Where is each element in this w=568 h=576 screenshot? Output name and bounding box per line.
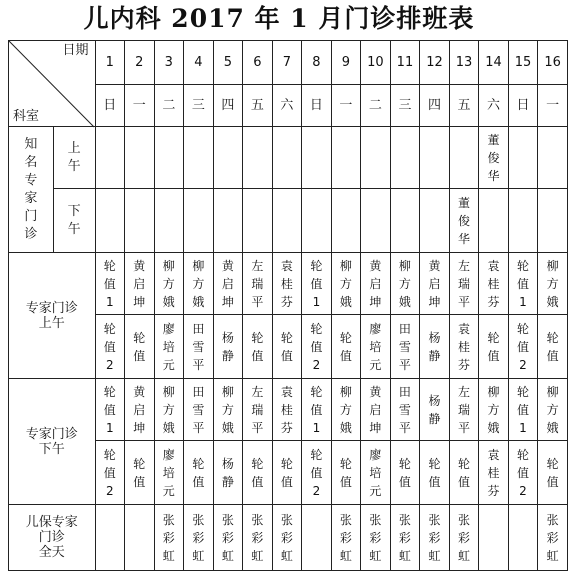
specialist-pm-label-line1: 专家门诊 <box>25 426 78 442</box>
specialist-pm-doctor: 柳方娥 <box>487 384 500 435</box>
specialist-am-doctor-cell <box>272 253 302 315</box>
expert-pm-doctor-cell <box>361 189 391 253</box>
specialist-am-doctor: 袁桂芬 <box>457 321 470 372</box>
specialist-am-doctor: 柳方娥 <box>546 258 559 309</box>
expert-pm-doctor-cell <box>154 189 184 253</box>
child-care-doctor-cell <box>154 505 184 571</box>
specialist-pm-doctor: 袁桂芬 <box>487 447 500 498</box>
specialist-am-doctor-cell <box>508 253 538 315</box>
date-number: 7 <box>282 55 292 70</box>
child-care-doctor-cell <box>272 505 302 571</box>
expert-pm-doctor: 董俊华 <box>457 195 470 246</box>
date-number: 12 <box>426 55 443 70</box>
date-number: 3 <box>164 55 173 70</box>
weekday: 四 <box>221 98 235 113</box>
specialist-pm-doctor-cell <box>508 441 538 505</box>
specialist-pm-doctor-cell <box>125 379 155 441</box>
expert-am-doctor-cell <box>449 127 479 189</box>
child-care-doctor-cell <box>479 505 509 571</box>
expert-am-doctor-cell <box>508 127 538 189</box>
date-number-cell <box>508 41 538 85</box>
specialist-pm-doctor: 左瑞平 <box>251 384 264 435</box>
specialist-pm-doctor: 杨静 <box>428 393 441 426</box>
expert-am-doctor-cell <box>479 127 509 189</box>
date-number-cell <box>449 41 479 85</box>
specialist-pm-doctor-cell <box>390 379 420 441</box>
specialist-am-doctor: 轮值 <box>251 330 264 363</box>
specialist-pm-doctor: 黄启坤 <box>133 384 146 435</box>
specialist-am-doctor: 左瑞平 <box>251 258 264 309</box>
specialist-am-doctor-cell <box>125 253 155 315</box>
date-number: 5 <box>223 55 232 70</box>
specialist-pm-doctor: 轮值 <box>339 456 352 489</box>
expert-label-cell <box>9 127 54 253</box>
expert-pm-row <box>9 189 568 253</box>
expert-pm-doctor-cell <box>420 189 450 253</box>
specialist-pm-doctor-cell <box>538 379 568 441</box>
child-care-doctor: 张彩虹 <box>428 512 441 563</box>
expert-am-label-cell <box>53 127 95 189</box>
expert-am-label: 上午 <box>67 140 81 174</box>
weekday: 四 <box>427 98 441 113</box>
specialist-pm-doctor: 田雪平 <box>398 384 411 435</box>
date-number: 4 <box>194 55 203 70</box>
specialist-am-doctor-cell <box>331 253 361 315</box>
specialist-am-doctor: 轮值 <box>133 330 146 363</box>
expert-am-doctor: 董俊华 <box>487 132 500 183</box>
specialist-am-doctor-cell <box>361 315 391 379</box>
expert-am-doctor-cell <box>331 127 361 189</box>
specialist-pm-doctor-cell <box>449 379 479 441</box>
specialist-am-doctor-cell <box>95 315 125 379</box>
specialist-pm-doctor: 轮值1 <box>310 384 323 435</box>
weekday: 日 <box>103 98 117 113</box>
specialist-am-doctor: 轮值1 <box>103 258 116 309</box>
specialist-am-doctor: 黄启坤 <box>133 258 146 309</box>
specialist-pm-doctor-cell <box>243 441 273 505</box>
child-care-doctor-cell <box>331 505 361 571</box>
weekday: 三 <box>191 98 205 113</box>
specialist-pm-doctor: 轮值2 <box>310 447 323 498</box>
child-care-doctor-cell <box>302 505 332 571</box>
specialist-pm-doctor-cell <box>272 441 302 505</box>
specialist-pm-doctor: 廖培元 <box>369 447 382 498</box>
specialist-am-doctor-cell <box>390 253 420 315</box>
specialist-am-doctor: 柳方娥 <box>162 258 175 309</box>
specialist-pm-doctor-cell <box>125 441 155 505</box>
weekday: 一 <box>546 98 560 113</box>
child-care-doctor: 张彩虹 <box>192 512 205 563</box>
specialist-pm-doctor: 轮值 <box>457 456 470 489</box>
child-care-doctor-cell <box>213 505 243 571</box>
specialist-am-doctor: 轮值 <box>280 330 293 363</box>
specialist-pm-doctor: 轮值1 <box>103 384 116 435</box>
specialist-am-doctor: 轮值1 <box>310 258 323 309</box>
specialist-am-doctor-cell <box>184 315 214 379</box>
date-number: 10 <box>367 55 384 70</box>
weekday-cell <box>331 85 361 127</box>
specialist-pm-doctor-cell <box>213 441 243 505</box>
specialist-pm-doctor-cell <box>508 379 538 441</box>
specialist-am-doctor-cell <box>538 253 568 315</box>
specialist-am-doctor: 廖培元 <box>162 321 175 372</box>
specialist-am-doctor-cell <box>390 315 420 379</box>
weekday-cell <box>243 85 273 127</box>
date-row <box>9 41 568 85</box>
weekday: 三 <box>398 98 412 113</box>
child-care-label-line3: 全天 <box>38 545 65 560</box>
specialist-am-doctor: 黄启坤 <box>221 258 234 309</box>
specialist-am-doctor-cell <box>302 315 332 379</box>
date-number: 11 <box>396 55 414 70</box>
specialist-am-doctor-cell <box>184 253 214 315</box>
specialist-pm-doctor: 轮值 <box>192 456 205 489</box>
specialist-am-doctor: 杨静 <box>428 330 441 363</box>
expert-pm-doctor-cell <box>302 189 332 253</box>
expert-am-doctor-cell <box>272 127 302 189</box>
child-care-doctor: 张彩虹 <box>339 512 352 563</box>
specialist-am-doctor: 廖培元 <box>369 321 382 372</box>
specialist-pm-doctor: 黄启坤 <box>369 384 382 435</box>
specialist-pm-doctor: 袁桂芬 <box>280 384 293 435</box>
date-number: 9 <box>341 55 351 70</box>
specialist-am-doctor-cell <box>420 315 450 379</box>
specialist-pm-doctor-cell <box>390 441 420 505</box>
specialist-am-doctor: 田雪平 <box>398 321 411 372</box>
specialist-pm-doctor-cell <box>184 441 214 505</box>
weekday-cell <box>125 85 155 127</box>
specialist-am-doctor: 轮值 <box>339 330 352 363</box>
specialist-pm-doctor-cell <box>538 441 568 505</box>
specialist-am-doctor: 柳方娥 <box>192 258 205 309</box>
specialist-pm-doctor: 轮值 <box>280 456 293 489</box>
specialist-am-doctor: 杨静 <box>221 330 234 363</box>
specialist-pm-doctor-cell <box>479 441 509 505</box>
date-number-cell <box>243 41 273 85</box>
specialist-pm-label-cell <box>9 379 96 505</box>
specialist-am-doctor-cell <box>213 253 243 315</box>
specialist-am-doctor-cell <box>420 253 450 315</box>
specialist-pm-doctor-cell <box>272 379 302 441</box>
child-care-doctor-cell <box>125 505 155 571</box>
expert-pm-doctor-cell <box>449 189 479 253</box>
expert-pm-doctor-cell <box>125 189 155 253</box>
expert-pm-doctor-cell <box>272 189 302 253</box>
specialist-am-doctor-cell <box>449 315 479 379</box>
expert-am-doctor-cell <box>302 127 332 189</box>
specialist-pm-doctor: 柳方娥 <box>339 384 352 435</box>
weekday: 日 <box>309 98 323 113</box>
date-number-cell <box>154 41 184 85</box>
date-number-cell <box>184 41 214 85</box>
specialist-pm-doctor: 廖培元 <box>162 447 175 498</box>
specialist-am-doctor-cell <box>213 315 243 379</box>
specialist-pm-doctor: 左瑞平 <box>457 384 470 435</box>
specialist-pm-doctor: 柳方娥 <box>546 384 559 435</box>
specialist-am-doctor-cell <box>125 315 155 379</box>
specialist-pm-doctor: 柳方娥 <box>221 384 234 435</box>
specialist-am-label-line2: 上午 <box>38 315 65 331</box>
specialist-am-doctor: 轮值 <box>487 330 500 363</box>
specialist-am-doctor-cell <box>361 253 391 315</box>
child-care-doctor-cell <box>361 505 391 571</box>
specialist-am-doctor: 轮值1 <box>516 258 529 309</box>
specialist-am-doctor: 轮值 <box>546 330 559 363</box>
specialist-am-doctor: 柳方娥 <box>339 258 352 309</box>
date-number-cell <box>538 41 568 85</box>
date-number: 2 <box>135 55 144 70</box>
expert-pm-doctor-cell <box>243 189 273 253</box>
child-care-doctor: 张彩虹 <box>221 512 234 563</box>
specialist-am-doctor-cell <box>243 253 273 315</box>
specialist-am-doctor-cell <box>154 315 184 379</box>
weekday-cell <box>272 85 302 127</box>
weekday: 日 <box>516 98 530 113</box>
specialist-am-doctor: 轮值2 <box>310 321 323 372</box>
weekday-cell <box>184 85 214 127</box>
expert-pm-doctor-cell <box>331 189 361 253</box>
expert-am-doctor-cell <box>125 127 155 189</box>
specialist-pm-doctor: 柳方娥 <box>162 384 175 435</box>
date-number: 8 <box>312 55 321 70</box>
department-header-label: 科室 <box>13 109 40 124</box>
specialist-pm-doctor-cell <box>184 379 214 441</box>
date-number-cell <box>361 41 391 85</box>
specialist-pm-doctor-cell <box>361 379 391 441</box>
corner-cell <box>9 41 96 127</box>
specialist-pm-doctor: 田雪平 <box>192 384 205 435</box>
specialist-am-label-cell <box>9 253 96 379</box>
specialist-pm-doctor-cell <box>243 379 273 441</box>
expert-pm-doctor-cell <box>479 189 509 253</box>
child-care-doctor: 张彩虹 <box>398 512 411 563</box>
specialist-am-doctor: 黄启坤 <box>428 258 441 309</box>
specialist-pm-doctor: 轮值2 <box>103 447 116 498</box>
specialist-pm-doctor: 轮值2 <box>516 447 529 498</box>
specialist-pm-doctor-cell <box>302 379 332 441</box>
child-care-doctor: 张彩虹 <box>162 512 175 563</box>
weekday: 二 <box>162 98 176 113</box>
weekday: 五 <box>250 98 264 113</box>
child-care-doctor: 张彩虹 <box>369 512 382 563</box>
child-care-doctor-cell <box>390 505 420 571</box>
expert-pm-label-cell <box>53 189 95 253</box>
weekday-cell <box>361 85 391 127</box>
specialist-am-doctor: 左瑞平 <box>457 258 470 309</box>
weekday: 二 <box>368 98 382 113</box>
weekday: 六 <box>280 98 294 113</box>
weekday-cell <box>479 85 509 127</box>
child-care-doctor: 张彩虹 <box>546 512 559 563</box>
weekday-cell <box>538 85 568 127</box>
weekday: 五 <box>457 98 471 113</box>
weekday-cell <box>213 85 243 127</box>
expert-label: 知名专家门诊 <box>24 136 38 242</box>
expert-pm-doctor-cell <box>95 189 125 253</box>
weekday-cell <box>302 85 332 127</box>
specialist-pm-doctor: 轮值 <box>546 456 559 489</box>
child-care-doctor-cell <box>420 505 450 571</box>
specialist-pm-doctor-cell <box>95 441 125 505</box>
specialist-am-doctor-cell <box>154 253 184 315</box>
child-care-label-line2: 门诊 <box>38 530 65 545</box>
date-number: 1 <box>105 55 114 70</box>
specialist-pm-doctor-cell <box>361 441 391 505</box>
date-header-label: 日期 <box>62 43 89 58</box>
child-care-doctor-cell <box>508 505 538 571</box>
specialist-am-doctor-cell <box>508 315 538 379</box>
specialist-am-label-line1: 专家门诊 <box>25 300 78 316</box>
specialist-pm-doctor-cell <box>420 379 450 441</box>
weekday-cell <box>390 85 420 127</box>
expert-am-doctor-cell <box>95 127 125 189</box>
expert-am-row <box>9 127 568 189</box>
specialist-am-doctor: 田雪平 <box>192 321 205 372</box>
specialist-am-doctor-cell <box>302 253 332 315</box>
specialist-am-doctor-cell <box>449 253 479 315</box>
weekday-cell <box>449 85 479 127</box>
expert-am-doctor-cell <box>390 127 420 189</box>
date-number-cell <box>390 41 420 85</box>
date-number: 13 <box>455 55 473 70</box>
expert-am-doctor-cell <box>184 127 214 189</box>
child-care-doctor-cell <box>184 505 214 571</box>
specialist-pm-doctor-cell <box>420 441 450 505</box>
specialist-pm-doctor-cell <box>449 441 479 505</box>
date-number-cell <box>272 41 302 85</box>
roster-table <box>8 40 568 571</box>
date-number-cell <box>95 41 125 85</box>
date-number-cell <box>479 41 509 85</box>
date-number-cell <box>125 41 155 85</box>
expert-pm-doctor-cell <box>184 189 214 253</box>
date-number-cell <box>420 41 450 85</box>
weekday: 六 <box>486 98 500 113</box>
child-care-row <box>9 505 568 571</box>
child-care-label-line1: 儿保专家 <box>25 515 78 530</box>
specialist-am-row1 <box>9 253 568 315</box>
weekday-cell <box>95 85 125 127</box>
date-number: 16 <box>544 55 561 70</box>
specialist-am-doctor-cell <box>538 315 568 379</box>
date-number-cell <box>331 41 361 85</box>
weekday: 一 <box>339 98 353 113</box>
expert-pm-doctor-cell <box>538 189 568 253</box>
specialist-pm-doctor: 杨静 <box>221 456 234 489</box>
specialist-pm-doctor: 轮值 <box>428 456 441 489</box>
child-care-doctor-cell <box>95 505 125 571</box>
expert-pm-doctor-cell <box>213 189 243 253</box>
expert-pm-doctor-cell <box>390 189 420 253</box>
specialist-pm-doctor: 轮值 <box>133 456 146 489</box>
specialist-pm-doctor: 轮值1 <box>516 384 529 435</box>
specialist-am-doctor: 轮值2 <box>516 321 529 372</box>
page-title: 儿内科 2017 年 1 月门诊排班表 <box>83 4 475 33</box>
child-care-doctor-cell <box>538 505 568 571</box>
date-number: 6 <box>253 55 262 70</box>
specialist-pm-doctor-cell <box>479 379 509 441</box>
specialist-pm-doctor-cell <box>331 441 361 505</box>
specialist-pm-doctor-cell <box>154 379 184 441</box>
specialist-am-doctor: 袁桂芬 <box>487 258 500 309</box>
expert-pm-label: 下午 <box>67 203 81 237</box>
specialist-pm-doctor-cell <box>213 379 243 441</box>
specialist-am-doctor-cell <box>479 253 509 315</box>
date-number: 15 <box>514 55 532 70</box>
specialist-pm-doctor: 轮值 <box>398 456 411 489</box>
expert-am-doctor-cell <box>361 127 391 189</box>
specialist-am-doctor: 袁桂芬 <box>280 258 293 309</box>
expert-am-doctor-cell <box>538 127 568 189</box>
specialist-am-doctor-cell <box>272 315 302 379</box>
specialist-pm-row1 <box>9 379 568 441</box>
roster-body <box>9 41 568 571</box>
specialist-pm-doctor-cell <box>331 379 361 441</box>
date-number-cell <box>213 41 243 85</box>
expert-am-doctor-cell <box>154 127 184 189</box>
date-number: 14 <box>485 55 502 70</box>
specialist-am-doctor-cell <box>95 253 125 315</box>
weekday-cell <box>154 85 184 127</box>
specialist-am-doctor-cell <box>331 315 361 379</box>
expert-am-doctor-cell <box>243 127 273 189</box>
specialist-am-doctor: 黄启坤 <box>369 258 382 309</box>
expert-am-doctor-cell <box>420 127 450 189</box>
child-care-label-cell <box>9 505 96 571</box>
specialist-am-doctor: 柳方娥 <box>398 258 411 309</box>
specialist-am-doctor: 轮值2 <box>103 321 116 372</box>
specialist-am-doctor-cell <box>243 315 273 379</box>
child-care-doctor: 张彩虹 <box>280 512 293 563</box>
specialist-pm-doctor: 轮值 <box>251 456 264 489</box>
specialist-am-doctor-cell <box>479 315 509 379</box>
expert-pm-doctor-cell <box>508 189 538 253</box>
weekday: 一 <box>132 98 146 113</box>
child-care-doctor-cell <box>449 505 479 571</box>
child-care-doctor-cell <box>243 505 273 571</box>
child-care-doctor: 张彩虹 <box>457 512 470 563</box>
specialist-pm-doctor-cell <box>302 441 332 505</box>
specialist-pm-doctor-cell <box>95 379 125 441</box>
child-care-doctor: 张彩虹 <box>251 512 264 563</box>
weekday-cell <box>508 85 538 127</box>
expert-am-doctor-cell <box>213 127 243 189</box>
specialist-pm-doctor-cell <box>154 441 184 505</box>
weekday-cell <box>420 85 450 127</box>
specialist-pm-label-line2: 下午 <box>38 441 65 457</box>
date-number-cell <box>302 41 332 85</box>
